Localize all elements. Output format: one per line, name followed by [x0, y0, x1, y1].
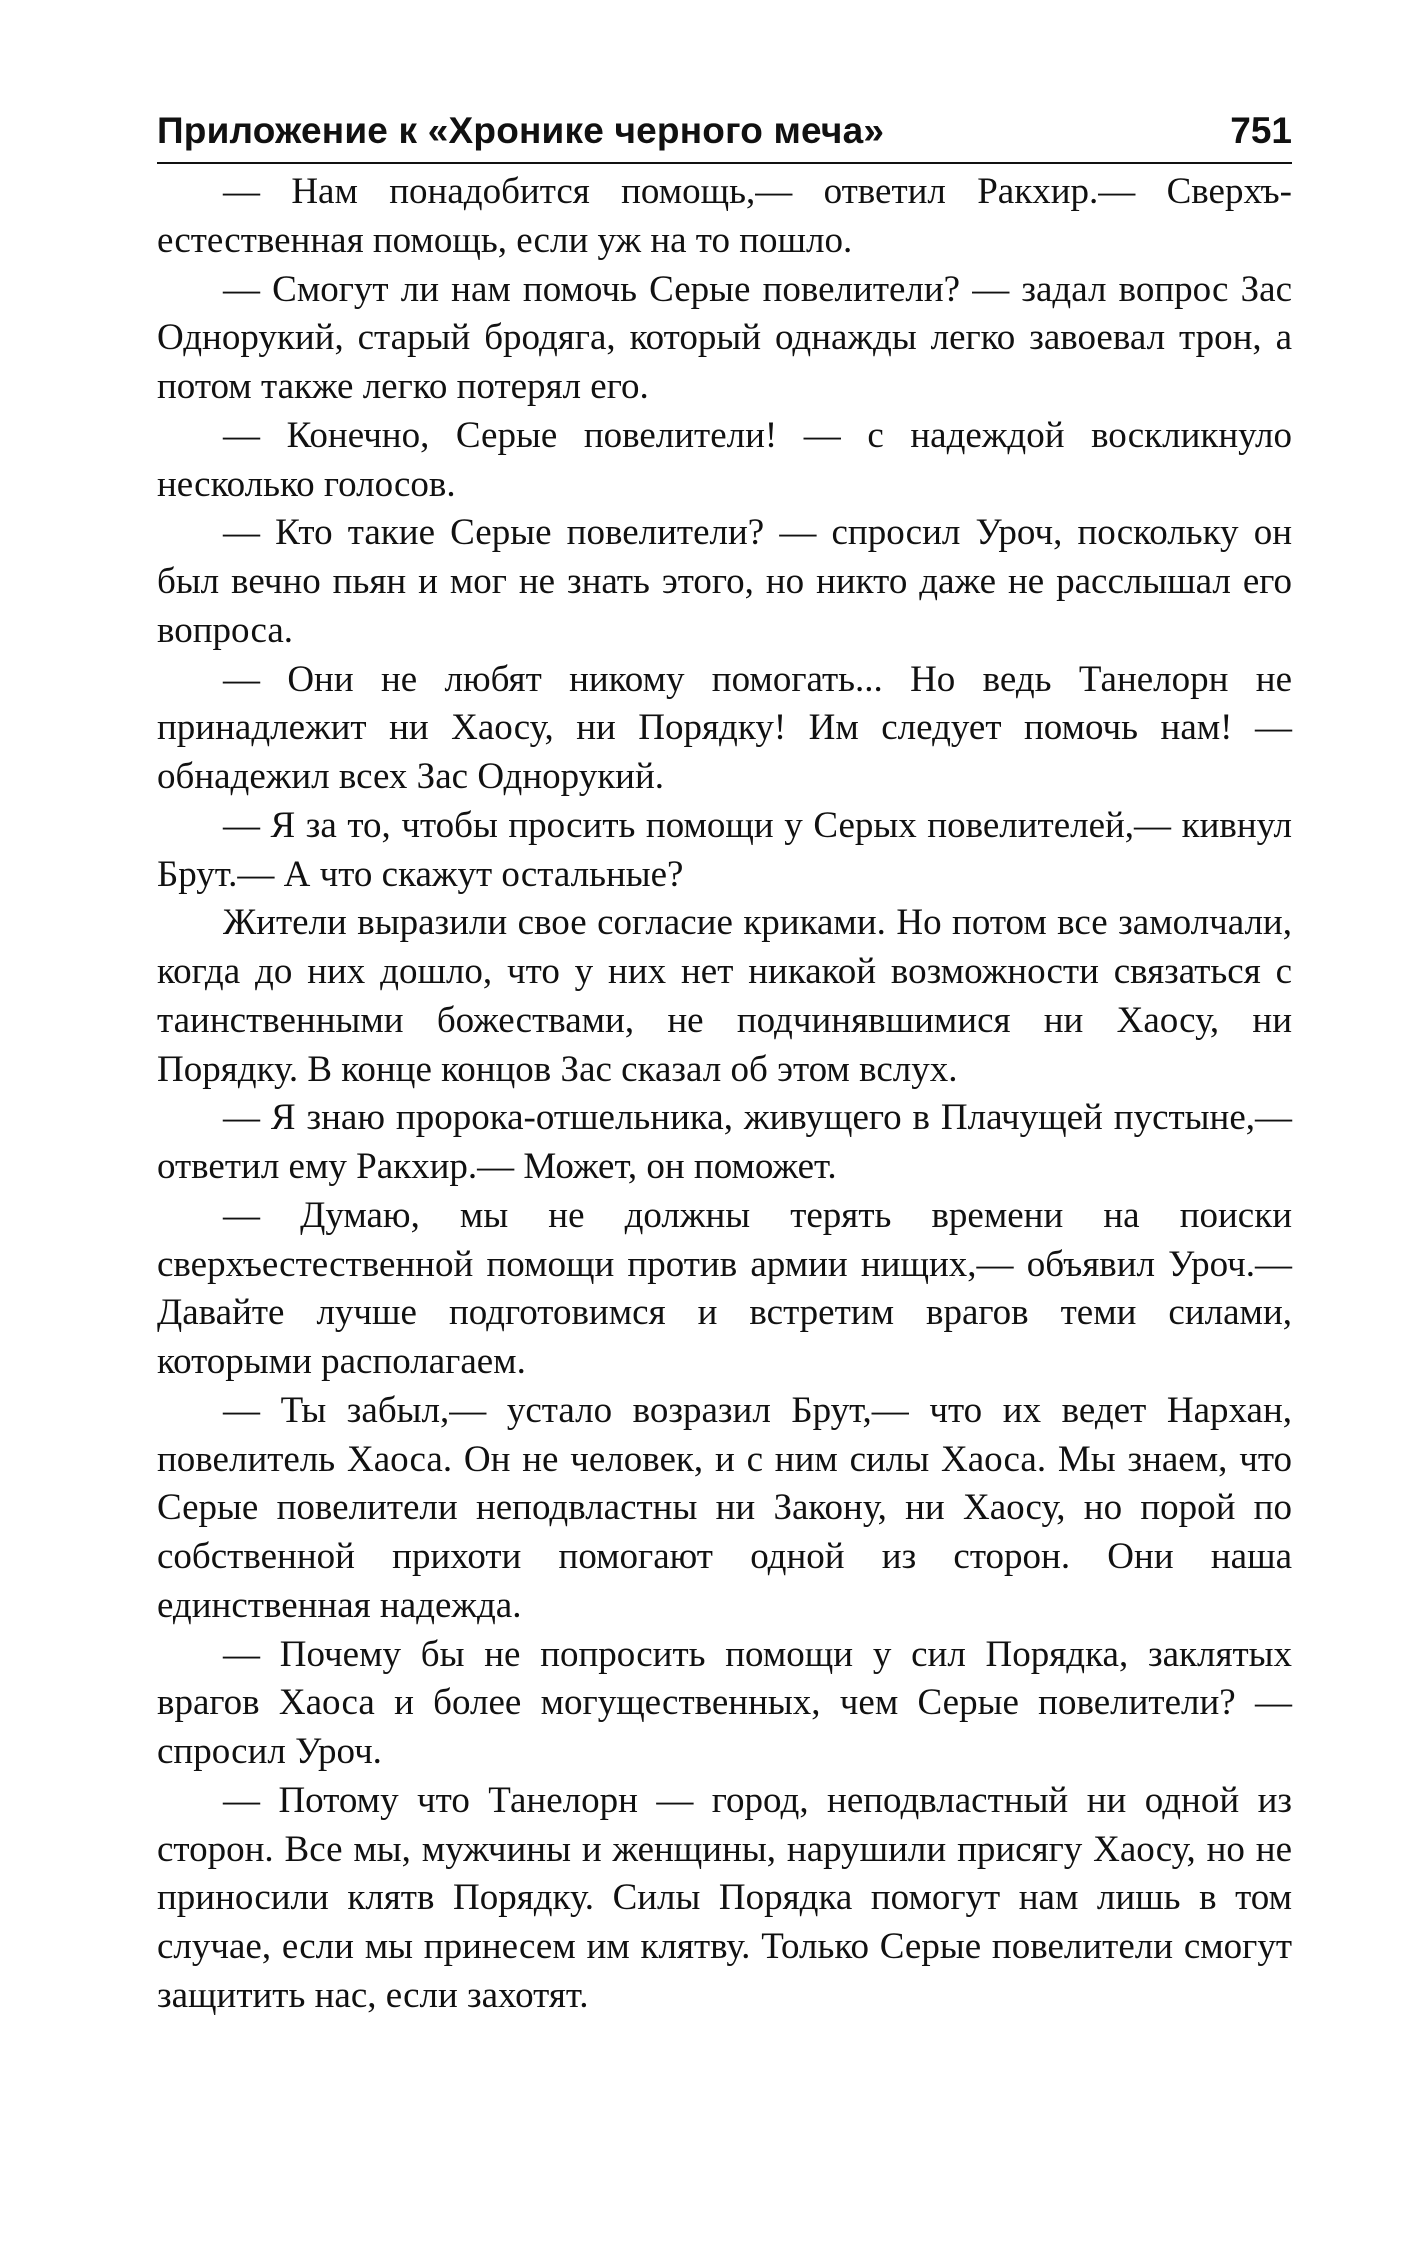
paragraph: — Думаю, мы не должны терять времени на поиски сверхъестественной помощи против армии нищих,— объявил Уроч.— Давайте лучше подготовимся и встретим врагов теми силами, которыми располагаем.: [157, 1194, 1292, 1382]
paragraph: — Ты забыл,— устало возразил Брут,— что их ведет Нархан, повелитель Хаоса. Он не человек, и с ним силы Хаоса. Мы знаем, что Серые повелители неподвластны ни Закону, ни Хаосу, но порой по собственной прихоти помогают одной из сторон. Они наша единственная надежда.: [157, 1389, 1292, 1626]
body-text: [157, 168, 1292, 2021]
paragraph: — Смогут ли нам помочь Серые повелители? — задал вопрос Зас Однорукий, старый бродяга, который однажды легко завоевал трон, а потом также легко потерял его.: [157, 268, 1292, 407]
book-page: [157, 110, 1292, 2021]
paragraph: — Конечно, Серые повелители! — с надеждой воскликнуло несколько голосов.: [157, 414, 1292, 505]
paragraph: — Почему бы не попросить помощи у сил Порядка, заклятых врагов Хаоса и более могущественных, чем Серые повелители? — спросил Уроч.: [157, 1633, 1292, 1772]
paragraph: Жители выразили свое согласие криками. Но потом все замолчали, когда до них дошло, что у них нет никакой возможности связаться с таинственными божествами, не подчинявшимися ни Хаосу, ни Порядку. В конце концов Зас сказал об этом вслух.: [157, 902, 1292, 1090]
running-title: Приложение к «Хронике черного меча»: [157, 110, 885, 151]
paragraph: — Потому что Танелорн — город, неподвластный ни одной из сторон. Все мы, мужчины и женщины, нарушили присягу Хаосу, но не приносили клятв Порядку. Силы Порядка помогут нам лишь в том случае, если мы принесем им клятву. Только Серые повелители смогут защитить нас, если захотят.: [157, 1779, 1292, 2016]
paragraph: — Я знаю пророка-отшельника, живущего в Плачущей пустыне,— ответил ему Ракхир.— Может, он поможет.: [157, 1097, 1292, 1187]
paragraph: — Они не любят никому помогать... Но ведь Танелорн не принадлежит ни Хаосу, ни Порядку! Им следует помочь нам! — обнадежил всех Зас Однорукий.: [157, 658, 1292, 797]
running-head: [157, 110, 1292, 164]
page-number: 751: [1230, 110, 1292, 151]
paragraph: — Кто такие Серые повелители? — спросил Уроч, поскольку он был вечно пьян и мог не знать этого, но никто даже не расслышал его вопроса.: [157, 512, 1292, 651]
paragraph: — Нам понадобится помощь,— ответил Ракхир.— Сверхъестественная помощь, если уж на то пошло.: [157, 171, 1292, 261]
paragraph: — Я за то, чтобы просить помощи у Серых повелителей,— кивнул Брут.— А что скажут остальные?: [157, 804, 1292, 895]
